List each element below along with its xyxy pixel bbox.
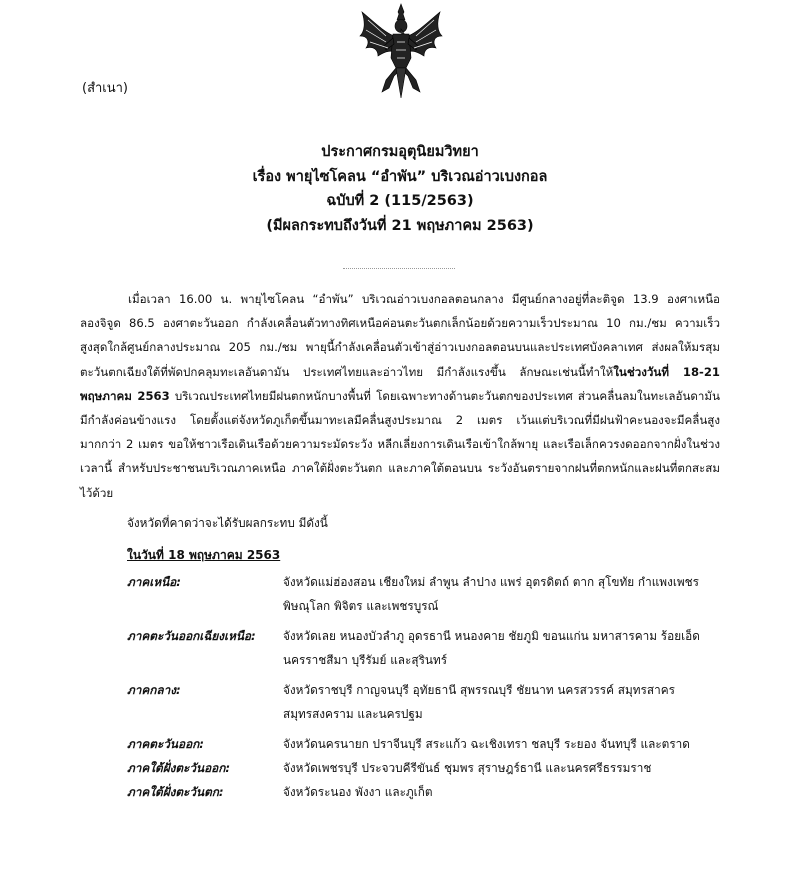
separator-line (343, 268, 455, 269)
affected-provinces-intro: จังหวัดที่คาดว่าจะได้รับผลกระทบ มีดังนี้ (127, 516, 328, 530)
region-label: ภาคกลาง: (127, 683, 181, 697)
garuda-emblem (356, 2, 446, 100)
body-date-range: ในช่วงวันที่ 18-21 พฤษภาคม 2563 (80, 364, 720, 403)
region-provinces: จังหวัดระนอง พังงา และภูเก็ต (283, 785, 433, 799)
issue-number: ฉบับที่ 2 (115/2563) (326, 193, 474, 209)
department-title: ประกาศกรมอุตุนิยมวิทยา (321, 144, 479, 160)
region-label: ภาคใต้ฝั่งตะวันตก: (127, 785, 224, 799)
date-heading: ในวันที่ 18 พฤษภาคม 2563 (127, 548, 281, 562)
body-text-part1: เมื่อเวลา 16.00 น. พายุไซโคลน “อำพัน” บริเวณอ่าวเบงกอลตอนกลาง มีศูนย์กลางอยู่ที่ละติจูด 13.9 องศาเหนือ ลองจิจูด 86.5 องศาตะวันออก กำลังเคลื่อนตัวทางทิศเหนือค่อนตะวันตกเล็กน้อยด้วยความเร็วประมาณ 10 กม./ชม ความเร็วสูงสุดใกล้ศูนย์กลางประมาณ 205 กม./ชม พายุนี้กำลังเคลื่อนตัวเข้าสู่อ่าวเบงกอลตอนบนและประเทศบังคลาเทศ ส่งผลให้มรสุมตะวันตกเฉียงใต้ที่พัดปกคลุมทะเลอันดามัน ประเทศไทยและอ่าวไทย มีกำลังแรงขึ้น ลักษณะเช่นนี้ทำให้ (80, 292, 720, 379)
announcement-body (80, 287, 720, 505)
region-provinces: จังหวัดเพชรบุรี ประจวบคีรีขันธ์ ชุมพร สุราษฎร์ธานี และนครศรีธรรมราช (283, 761, 652, 775)
announcement-header (0, 140, 800, 238)
body-paragraph (80, 287, 720, 505)
effective-date: (มีผลกระทบถึงวันที่ 21 พฤษภาคม 2563) (266, 217, 534, 234)
subject-line: เรื่อง พายุไซโคลน “อำพัน” บริเวณอ่าวเบงกอล (252, 168, 548, 185)
body-text-part2: บริเวณประเทศไทยมีฝนตกหนักบางพื้นที่ โดยเฉพาะทางด้านตะวันตกของประเทศ ส่วนคลื่นลมในทะเลอันดามันมีกำลังค่อนข้างแรง โดยตั้งแต่จังหวัดภูเก็ตขึ้นมาทะเลมีคลื่นสูงประมาณ 2 เมตร เว้นแต่บริเวณที่มีฝนฟ้าคะนองจะมีคลื่นสูงมากกว่า 2 เมตร ขอให้ชาวเรือเดินเรือด้วยความระมัดระวัง หลีกเลี่ยงการเดินเรือเข้าใกล้พายุ และเรือเล็กควรงดออกจากฝั่งในช่วงเวลานี้ สำหรับประชาชนบริเวณภาคเหนือ ภาคใต้ฝั่งตะวันตก และภาคใต้ตอนบน ระวังอันตรายจากฝนที่ตกหนักและฝนที่ตกสะสมไว้ด้วย (80, 388, 720, 500)
copy-label: (สำเนา) (82, 81, 129, 96)
region-provinces: จังหวัดนครนายก ปราจีนบุรี สระแก้ว ฉะเชิงเทรา ชลบุรี ระยอง จันทบุรี และตราด (283, 737, 690, 751)
region-provinces: จังหวัดเลย หนองบัวลำภู อุดรธานี หนองคาย ชัยภูมิ ขอนแก่น มหาสารคาม ร้อยเอ็ด นครราชสีมา บุรีรัมย์ และสุรินทร์ (283, 629, 700, 667)
region-label: ภาคตะวันออก: (127, 737, 205, 751)
region-provinces: จังหวัดแม่ฮ่องสอน เชียงใหม่ ลำพูน ลำปาง แพร่ อุตรดิตถ์ ตาก สุโขทัย กำแพงเพชร พิษณุโลก พิจิตร และเพชรบูรณ์ (283, 575, 699, 613)
region-label: ภาคตะวันออกเฉียงเหนือ: (127, 629, 256, 643)
region-provinces: จังหวัดราชบุรี กาญจนบุรี อุทัยธานี สุพรรณบุรี ชัยนาท นครสวรรค์ สมุทรสาคร สมุทรสงคราม และนครปฐม (283, 683, 675, 721)
region-label: ภาคเหนือ: (127, 575, 181, 589)
region-label: ภาคใต้ฝั่งตะวันออก: (127, 761, 231, 775)
